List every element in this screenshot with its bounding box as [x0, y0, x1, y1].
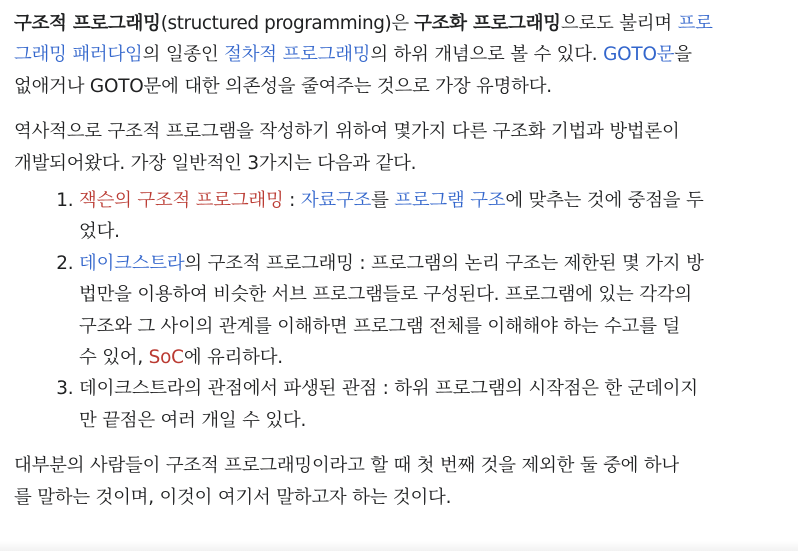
intro-text: 을	[674, 44, 692, 66]
link-data-structure[interactable]: 자료구조	[300, 190, 372, 212]
list-item-1-line-1	[79, 185, 784, 216]
history-line-1: 역사적으로 구조적 프로그램을 작성하기 위하여 몇가지 다른 구조화 기법과 방법론이	[14, 121, 680, 143]
list-item-jackson	[79, 185, 784, 248]
term-structured-programming: 구조적 프로그래밍	[14, 13, 161, 34]
list-item-2-line-1	[79, 248, 784, 279]
list-item-dijkstra	[79, 248, 784, 374]
summary-line-1: 대부분의 사람들이 구조적 프로그래밍이라고 할 때 첫 번째 것을 제외한 둘 중에 하나	[14, 455, 679, 477]
list-item-derived-view	[79, 373, 784, 436]
summary-paragraph	[14, 450, 784, 513]
history-line-2: 개발되어왔다. 가장 일반적인 3가지는 다음과 같다.	[14, 152, 417, 174]
link-programming-paradigm[interactable]: 프로	[677, 13, 713, 34]
intro-paragraph	[14, 8, 784, 102]
intro-text: 의 하위 개념으로 볼 수 있다.	[370, 44, 604, 66]
list-text: 의 구조적 프로그래밍 : 프로그램의 논리 구조는 제한된 몇 가지 방	[184, 252, 704, 274]
history-paragraph	[14, 116, 784, 179]
list-text: 를	[371, 190, 395, 212]
link-procedural-programming[interactable]: 절차적 프로그래밍	[224, 44, 371, 66]
list-text: :	[283, 190, 301, 212]
list-item-2-line-4	[79, 342, 784, 373]
list-text: 에 유리하다.	[183, 347, 283, 369]
intro-text: 의 일종인	[142, 44, 225, 66]
list-text: 에 맞추는 것에 중점을 두	[505, 190, 704, 212]
english-term: (structured programming)은	[160, 13, 415, 34]
redlink-soc[interactable]: SoC	[148, 347, 184, 369]
term-structurized-programming: 구조화 프로그래밍	[414, 13, 561, 34]
intro-line-2	[14, 39, 784, 70]
bottom-edge-shadow	[0, 541, 798, 551]
link-program-structure[interactable]: 프로그램 구조	[394, 190, 506, 212]
link-programming-paradigm-cont[interactable]: 그래밍 패러다임	[14, 44, 143, 66]
intro-line-1	[14, 8, 784, 39]
intro-text: 으로도 불리며	[560, 13, 678, 34]
article-body	[14, 8, 784, 541]
list-text: 수 있어,	[79, 347, 149, 369]
list-item-3-line-1: 3. 데이크스트라의 관점에서 파생된 관점 : 하위 프로그램의 시작점은 한 군데이지	[79, 378, 698, 400]
redlink-jackson-structured-programming[interactable]: 잭슨의 구조적 프로그래밍	[79, 190, 284, 212]
list-item-1-line-2: 었다.	[79, 221, 120, 243]
link-dijkstra[interactable]: 데이크스트라	[79, 252, 185, 274]
list-item-3-line-2: 만 끝점은 여러 개일 수 있다.	[79, 409, 307, 431]
intro-line-3: 없애거나 GOTO문에 대한 의존성을 줄여주는 것으로 가장 유명하다.	[14, 75, 552, 97]
methods-list	[14, 185, 784, 436]
list-item-2-line-2: 법만을 이용하여 비슷한 서브 프로그램들로 구성된다. 프로그램에 있는 각각의	[79, 284, 692, 306]
right-edge-fade	[784, 0, 798, 551]
link-goto[interactable]: GOTO문	[603, 44, 675, 66]
list-item-2-line-3: 구조와 그 사이의 관계를 이해하면 프로그램 전체를 이해해야 하는 수고를 덜	[79, 315, 680, 337]
summary-line-2: 를 말하는 것이며, 이것이 여기서 말하고자 하는 것이다.	[14, 486, 452, 508]
